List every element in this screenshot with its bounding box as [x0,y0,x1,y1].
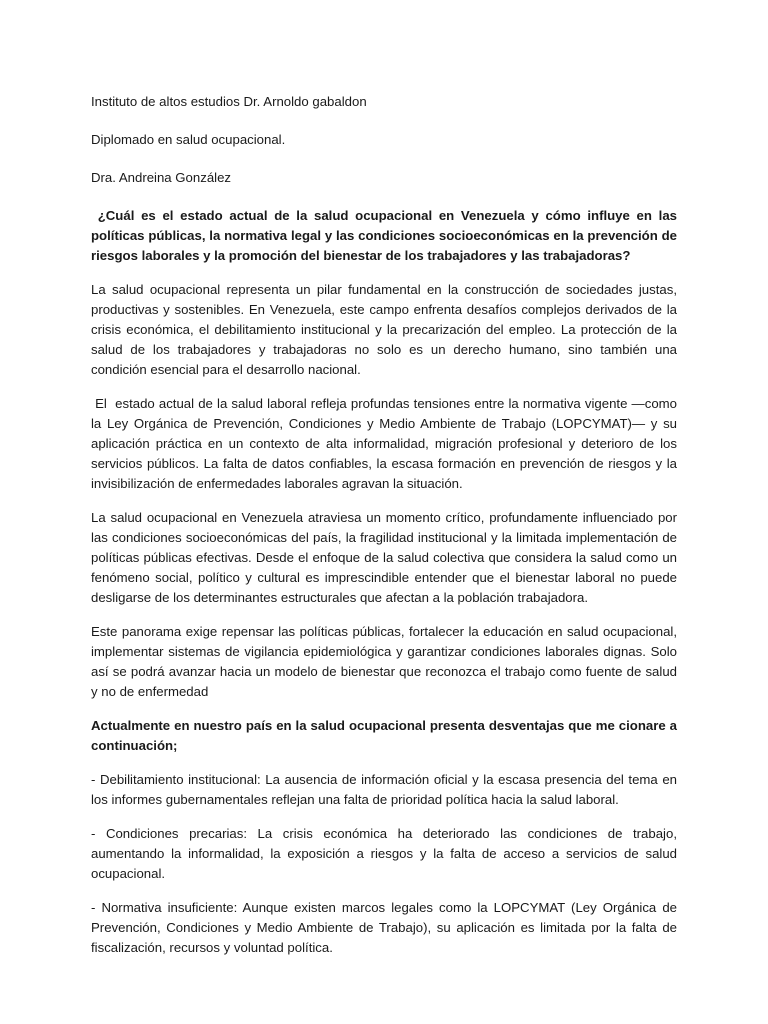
research-question: ¿Cuál es el estado actual de la salud ocupacional en Venezuela y cómo influye en las políticas públicas, la normativa legal y las condiciones socioeconómicas en la prevención de riesgos laborales y la promoción del bienestar de los trabajadores y las trabajadoras? [91,208,681,263]
list-item: - Condiciones precarias: La crisis económica ha deteriorado las condiciones de trabajo, aumentando la informalidad, la exposición a riesgos y la falta de acceso a servicios de salud ocupacional. [91,826,677,881]
list-item: - Debilitamiento institucional: La ausencia de información oficial y la escasa presencia del tema en los informes gubernamentales reflejan una falta de prioridad política hacia la salud laboral. [91,772,677,807]
section-subheading: Actualmente en nuestro país en la salud ocupacional presenta desventajas que me cionare a continuación; [91,718,677,753]
paragraph: La salud ocupacional representa un pilar fundamental en la construcción de sociedades justas, productivas y sostenibles. En Venezuela, este campo enfrenta desafíos complejos derivados de la crisis económica, el debilitamiento institucional y la precarización del empleo. La protección de la salud de los trabajadores y trabajadoras no solo es un derecho humano, sino también una condición esencial para el desarrollo nacional. [91,282,677,377]
paragraph: La salud ocupacional en Venezuela atraviesa un momento crítico, profundamente influenciado por las condiciones socioeconómicas del país, la fragilidad institucional y la limitada implementación de políticas públicas efectivas. Desde el enfoque de la salud colectiva que considera la salud como un fenómeno social, político y cultural es imprescindible entender que el bienestar laboral no puede desligarse de los determinantes estructurales que afectan a la población trabajadora. [91,510,677,605]
institute-name: Instituto de altos estudios Dr. Arnoldo gabaldon [91,94,367,109]
list-item: - Normativa insuficiente: Aunque existen marcos legales como la LOPCYMAT (Ley Orgánica de Prevención, Condiciones y Medio Ambiente de Trabajo), su aplicación es limitada por la falta de fiscalización, recursos y voluntad política. [91,900,677,955]
author-name: Dra. Andreina González [91,170,232,185]
course-name: Diplomado en salud ocupacional. [91,132,286,147]
paragraph: Este panorama exige repensar las políticas públicas, fortalecer la educación en salud ocupacional, implementar sistemas de vigilancia epidemiológica y garantizar condiciones laborales dignas. Solo así se podrá avanzar hacia un modelo de bienestar que reconozca el trabajo como fuente de salud y no de enfermedad [91,624,677,699]
paragraph: El estado actual de la salud laboral refleja profundas tensiones entre la normativa vigente —como la Ley Orgánica de Prevención, Condiciones y Medio Ambiente de Trabajo (LOPCYMAT)— y su aplicación práctica en un contexto de alta informalidad, migración profesional y deterioro de los servicios públicos. La falta de datos confiables, la escasa formación en prevención de riesgos y la invisibilización de enfermedades laborales agravan la situación. [91,396,681,491]
